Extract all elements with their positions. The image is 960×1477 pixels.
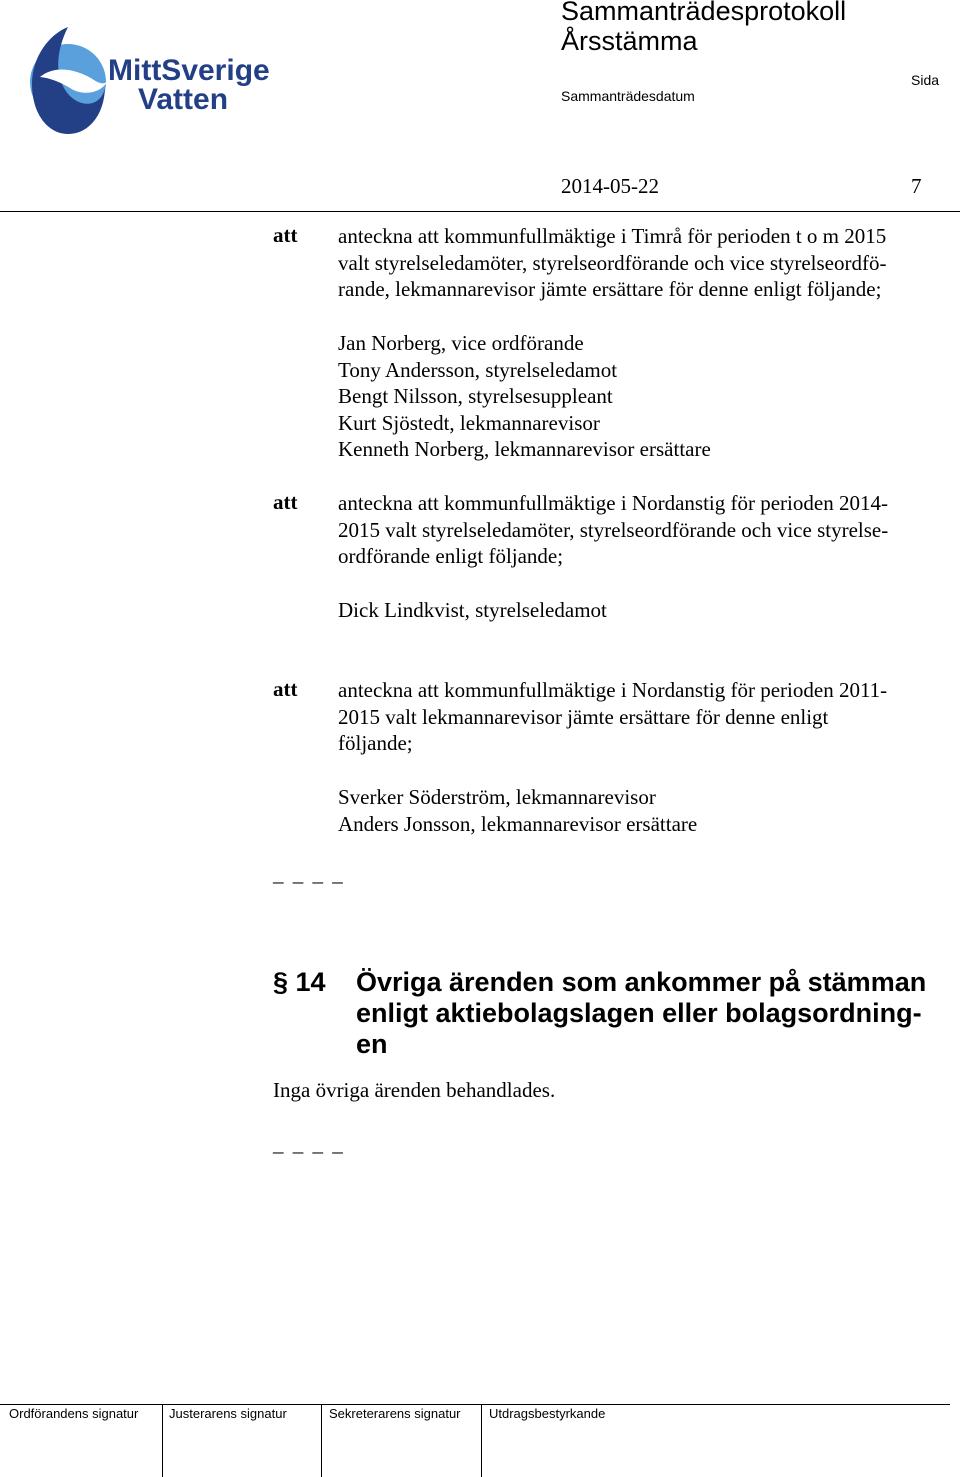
svg-text:Vatten: Vatten [138, 83, 229, 116]
item-text [338, 677, 950, 757]
page-number: 7 [911, 174, 922, 198]
signature-box-secretary [320, 1404, 480, 1477]
meeting-date-label: Sammanträdesdatum [561, 88, 695, 104]
signature-box-adjuster [160, 1404, 320, 1477]
name-list [338, 597, 607, 624]
svg-text:MittSverige: MittSverige [108, 54, 270, 87]
item-text-line: 2015 valt styrelseledamöter, styrelseordförande och vice styrelse- [338, 517, 889, 542]
item-text-line: följande; [338, 731, 413, 756]
document-subtitle: Årsstämma [561, 26, 698, 56]
name-entry: Tony Andersson, styrelseledamot [338, 357, 618, 382]
name-entry: Anders Jonsson, lekmannarevisor ersättare [338, 811, 698, 836]
name-entry: Sverker Söderström, lekmannarevisor [338, 785, 656, 809]
meeting-date: 2014-05-22 [561, 174, 659, 198]
name-entry: Dick Lindkvist, styrelseledamot [338, 598, 607, 622]
signature-label: Justerarens signatur [169, 1406, 287, 1421]
logo-drop-icon [30, 22, 290, 137]
signature-footer [0, 1404, 960, 1477]
name-list [338, 784, 697, 837]
section-number: § 14 [273, 967, 326, 997]
signature-box-chair [0, 1404, 160, 1477]
name-entry: Jan Norberg, vice ordförande [338, 331, 584, 355]
header-divider [0, 211, 960, 212]
name-entry: Bengt Nilsson, styrelsesuppleant [338, 384, 613, 409]
item-text [338, 223, 950, 303]
item-text-line: 2015 valt lekmannarevisor jämte ersättare för denne enligt [338, 704, 829, 729]
signature-label: Utdragsbestyrkande [489, 1406, 606, 1421]
name-list [338, 330, 711, 463]
item-marker: att [273, 223, 298, 247]
signature-label: Ordförandens signatur [9, 1406, 139, 1421]
item-text [338, 490, 950, 570]
item-text-line: anteckna att kommunfullmäktige i Nordanstig för perioden 2011- [338, 678, 888, 702]
section-title [356, 967, 926, 1060]
section-title-line: Övriga ärenden som ankommer på stämman [356, 967, 927, 997]
item-text-line: rande, lekmannarevisor jämte ersättare för denne enligt följande; [338, 277, 882, 302]
section-body: Inga övriga ärenden behandlades. [273, 1078, 556, 1102]
section-title-line: en [356, 1029, 388, 1059]
name-entry: Kenneth Norberg, lekmannarevisor ersättare [338, 437, 711, 462]
item-text-line: anteckna att kommunfullmäktige i Timrå för perioden t o m 2015 [338, 224, 887, 248]
item-text-line: anteckna att kommunfullmäktige i Nordanstig för perioden 2014- [338, 491, 888, 515]
item-marker: att [273, 490, 298, 514]
signature-label: Sekreterarens signatur [329, 1406, 461, 1421]
signature-box-certification [480, 1404, 950, 1477]
item-text-line: valt styrelseledamöter, styrelseordförande och vice styrelseordfö- [338, 250, 887, 275]
separator: _ _ _ _ [273, 1132, 345, 1156]
item-text-line: ordförande enligt följande; [338, 544, 564, 569]
section-title-line: enligt aktiebolagslagen eller bolagsordning- [356, 998, 922, 1028]
document-title: Sammanträdesprotokoll [561, 0, 847, 26]
separator: _ _ _ _ [273, 862, 345, 886]
name-entry: Kurt Sjöstedt, lekmannarevisor [338, 410, 600, 435]
item-marker: att [273, 677, 298, 701]
company-logo [30, 22, 290, 137]
page-label: Sida [911, 72, 940, 88]
